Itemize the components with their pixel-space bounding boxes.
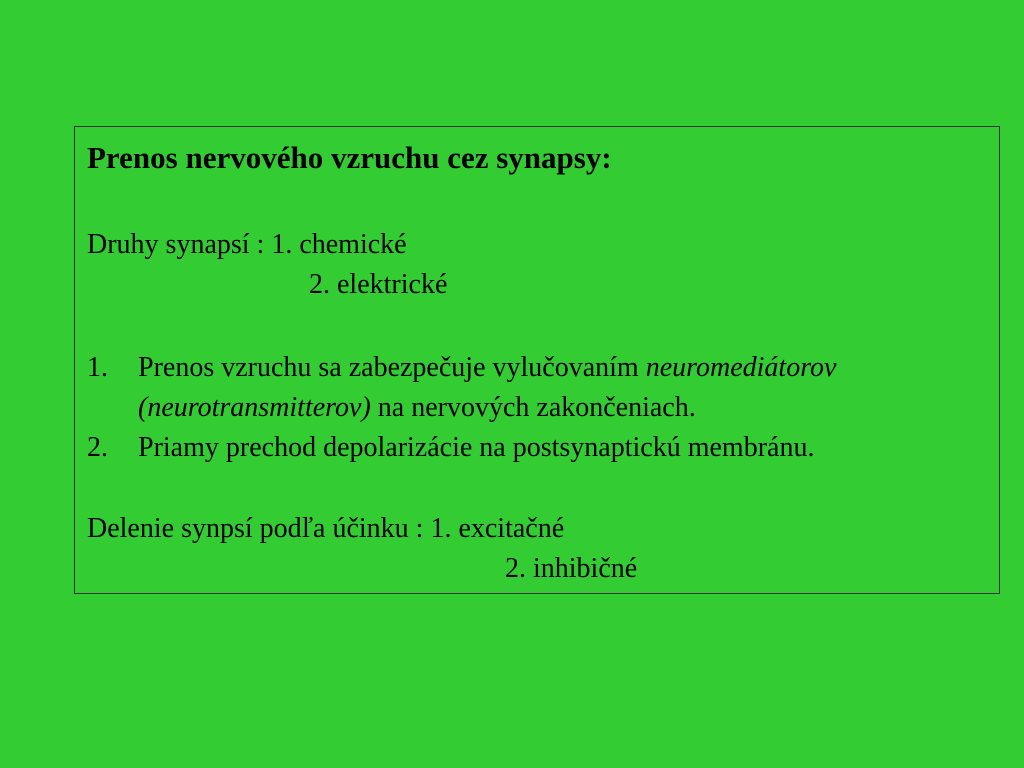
list-item-1-text-2: na nervových zakončeniach. bbox=[370, 392, 696, 423]
list-item-1-text: Prenos vzruchu sa zabezpečuje vylučovaním bbox=[138, 352, 646, 383]
division-type-1: 1. excitačné bbox=[430, 513, 565, 544]
division-type-2: 2. inhibičné bbox=[505, 553, 638, 584]
list-item-2-text: Priamy prechod depolarizácie na postsynaptickú membránu. bbox=[138, 432, 815, 463]
division-label: Delenie synpsí podľa účinku : bbox=[87, 513, 431, 544]
content-box bbox=[74, 126, 1000, 594]
list-item-1-emphasis: neuromediátorov bbox=[645, 352, 837, 383]
list-number-1: 1. bbox=[87, 352, 108, 383]
list-item-1-line2 bbox=[138, 392, 696, 424]
list-item-1-emphasis-2: (neurotransmitterov) bbox=[138, 392, 371, 423]
list-item-1-line1 bbox=[138, 352, 836, 384]
division-row bbox=[87, 513, 564, 545]
synapse-types-label: Druhy synapsí : bbox=[87, 229, 272, 260]
list-number-2: 2. bbox=[87, 432, 108, 463]
synapse-type-2: 2. elektrické bbox=[309, 269, 448, 300]
slide-title: Prenos nervového vzruchu cez synapsy: bbox=[87, 140, 612, 175]
synapse-type-1: 1. chemické bbox=[271, 229, 407, 260]
synapse-types-row bbox=[87, 229, 407, 261]
